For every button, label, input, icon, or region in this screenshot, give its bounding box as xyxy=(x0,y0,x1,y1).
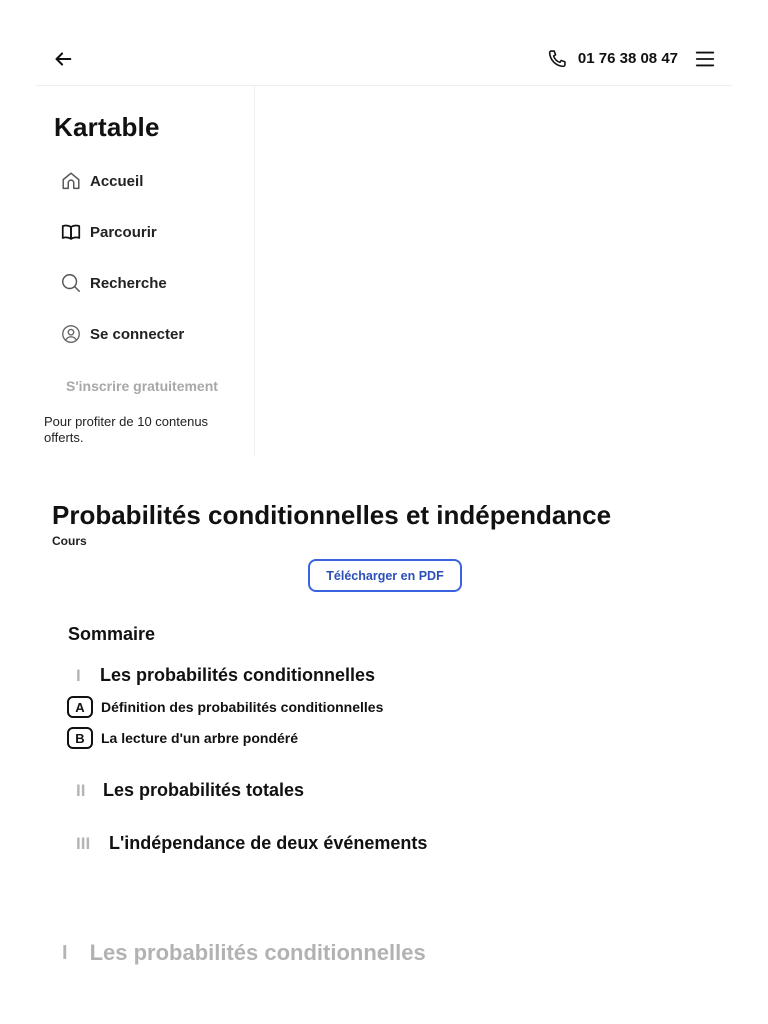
signup-link[interactable]: S'inscrire gratuitement xyxy=(66,378,218,394)
toc-section-1[interactable] xyxy=(76,665,375,686)
sidebar-item-label: Parcourir xyxy=(90,223,157,241)
toc-section-numeral: II xyxy=(76,780,86,800)
toc-section-label: Les probabilités conditionnelles xyxy=(100,665,376,685)
toc-section-label: Les probabilités totales xyxy=(103,780,305,800)
sidebar-item-se-connecter[interactable] xyxy=(60,323,184,345)
sidebar xyxy=(36,86,255,456)
phone-link[interactable] xyxy=(547,48,678,69)
home-icon xyxy=(60,170,82,192)
toc-section-numeral: I xyxy=(76,665,81,685)
toc-subsection-label: La lecture d'un arbre pondéré xyxy=(101,730,299,746)
offer-text: Pour profiter de 10 contenus offerts. xyxy=(44,414,209,445)
toc-section-2[interactable] xyxy=(76,780,304,801)
page-subtitle: Cours xyxy=(52,534,87,548)
toc-subsection-label: Définition des probabilités conditionnelles xyxy=(101,699,384,715)
user-circle-icon xyxy=(60,323,82,345)
top-bar xyxy=(36,30,732,86)
arrow-left-icon xyxy=(52,48,74,70)
back-button[interactable] xyxy=(52,48,74,70)
toc-title: Sommaire xyxy=(68,624,156,644)
sidebar-item-recherche[interactable] xyxy=(60,272,167,294)
book-icon xyxy=(60,221,82,243)
search-icon xyxy=(60,272,82,294)
sidebar-item-parcourir[interactable] xyxy=(60,221,157,243)
toc-subsection-letter: B xyxy=(67,727,93,749)
hamburger-menu-icon xyxy=(694,48,716,70)
section-numeral: I xyxy=(62,941,68,964)
toc-section-label: L'indépendance de deux événements xyxy=(109,833,428,853)
section-heading xyxy=(62,940,426,966)
page-title: Probabilités conditionnelles et indépendance xyxy=(52,500,612,530)
section-title: Les probabilités conditionnelles xyxy=(89,940,426,965)
sidebar-item-label: Accueil xyxy=(90,172,144,190)
download-pdf-button[interactable]: Télécharger en PDF xyxy=(308,559,462,592)
phone-icon xyxy=(547,48,568,69)
phone-number: 01 76 38 08 47 xyxy=(577,50,678,67)
menu-button[interactable] xyxy=(694,48,716,70)
toc-subsection-b[interactable] xyxy=(67,727,298,749)
sidebar-item-label: Recherche xyxy=(90,274,167,292)
toc-subsection-letter: A xyxy=(67,696,93,718)
toc-section-3[interactable] xyxy=(76,833,427,854)
sidebar-item-label: Se connecter xyxy=(90,325,185,343)
sidebar-item-accueil[interactable] xyxy=(60,170,143,192)
toc-section-numeral: III xyxy=(76,833,91,853)
toc-subsection-a[interactable] xyxy=(67,696,383,718)
brand-logo[interactable]: Kartable xyxy=(54,112,160,142)
